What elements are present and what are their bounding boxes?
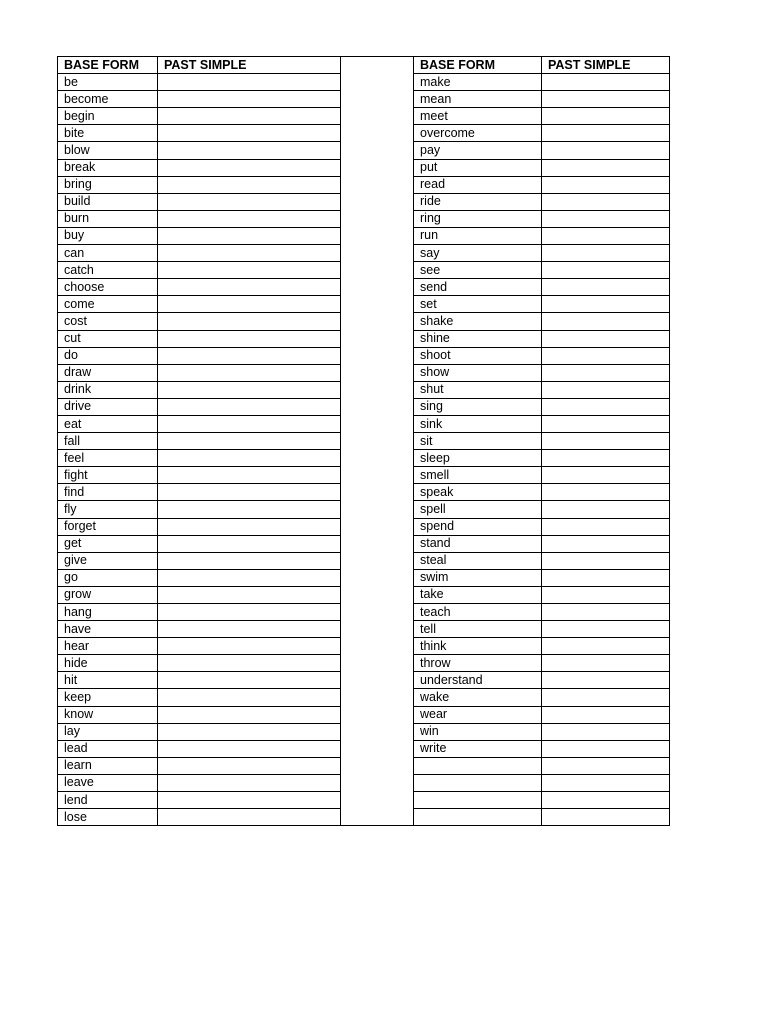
left-past-simple-header: PAST SIMPLE (158, 57, 341, 74)
right-base-form-cell: sink (414, 415, 542, 432)
left-past-simple-answer-cell[interactable] (158, 552, 341, 569)
column-gap (341, 535, 414, 552)
left-base-form-cell: become (58, 91, 158, 108)
right-past-simple-answer-cell[interactable] (542, 672, 670, 689)
right-past-simple-answer-cell[interactable] (542, 415, 670, 432)
left-past-simple-answer-cell[interactable] (158, 245, 341, 262)
table-row (58, 330, 670, 347)
right-past-simple-answer-cell[interactable] (542, 245, 670, 262)
left-base-form-cell: build (58, 193, 158, 210)
right-past-simple-answer-cell[interactable] (542, 535, 670, 552)
column-gap (341, 655, 414, 672)
right-past-simple-answer-cell[interactable] (542, 210, 670, 227)
left-past-simple-answer-cell[interactable] (158, 723, 341, 740)
column-gap (341, 245, 414, 262)
table-row (58, 296, 670, 313)
table-row (58, 672, 670, 689)
left-past-simple-answer-cell[interactable] (158, 672, 341, 689)
left-past-simple-answer-cell[interactable] (158, 108, 341, 125)
left-past-simple-answer-cell[interactable] (158, 689, 341, 706)
table-row (58, 262, 670, 279)
right-base-form-cell: overcome (414, 125, 542, 142)
right-base-form-cell: smell (414, 467, 542, 484)
left-base-form-cell: burn (58, 210, 158, 227)
right-past-simple-answer-cell[interactable] (542, 381, 670, 398)
left-base-form-cell: get (58, 535, 158, 552)
left-base-form-cell: lend (58, 792, 158, 809)
right-base-form-cell: put (414, 159, 542, 176)
column-gap (341, 108, 414, 125)
right-past-simple-answer-cell[interactable] (542, 467, 670, 484)
right-past-simple-answer-cell[interactable] (542, 74, 670, 91)
column-gap (341, 672, 414, 689)
right-base-form-cell: write (414, 740, 542, 757)
left-base-form-cell: fly (58, 501, 158, 518)
column-gap (341, 364, 414, 381)
right-past-simple-answer-cell[interactable] (542, 450, 670, 467)
table-row (58, 433, 670, 450)
left-past-simple-answer-cell[interactable] (158, 518, 341, 535)
right-past-simple-answer-cell[interactable] (542, 108, 670, 125)
right-base-form-cell: spend (414, 518, 542, 535)
right-past-simple-answer-cell[interactable] (542, 655, 670, 672)
table-row (58, 518, 670, 535)
right-past-simple-answer-cell[interactable] (542, 723, 670, 740)
table-row (58, 638, 670, 655)
column-gap (341, 227, 414, 244)
right-base-form-cell: show (414, 364, 542, 381)
right-base-form-cell: sing (414, 398, 542, 415)
right-base-form-cell: spell (414, 501, 542, 518)
left-base-form-cell: drink (58, 381, 158, 398)
column-gap (341, 193, 414, 210)
table-row (58, 381, 670, 398)
left-base-form-cell: choose (58, 279, 158, 296)
right-base-form-cell: meet (414, 108, 542, 125)
right-past-simple-answer-cell[interactable] (542, 313, 670, 330)
left-past-simple-answer-cell[interactable] (158, 501, 341, 518)
right-base-form-cell (414, 757, 542, 774)
left-base-form-cell: fall (58, 433, 158, 450)
table-row (58, 450, 670, 467)
right-past-simple-answer-cell[interactable] (542, 159, 670, 176)
left-past-simple-answer-cell[interactable] (158, 706, 341, 723)
table-row (58, 159, 670, 176)
right-past-simple-answer-cell[interactable] (542, 227, 670, 244)
left-past-simple-answer-cell[interactable] (158, 415, 341, 432)
column-gap (341, 347, 414, 364)
column-gap (341, 159, 414, 176)
right-base-form-cell: swim (414, 569, 542, 586)
column-gap (341, 433, 414, 450)
left-base-form-header: BASE FORM (58, 57, 158, 74)
right-base-form-cell: take (414, 586, 542, 603)
table-row (58, 809, 670, 826)
table-row (58, 586, 670, 603)
left-past-simple-answer-cell[interactable] (158, 398, 341, 415)
left-past-simple-answer-cell[interactable] (158, 279, 341, 296)
table-row (58, 757, 670, 774)
right-past-simple-answer-cell[interactable] (542, 193, 670, 210)
column-gap (341, 125, 414, 142)
column-gap (341, 740, 414, 757)
left-base-form-cell: bite (58, 125, 158, 142)
left-base-form-cell: begin (58, 108, 158, 125)
left-base-form-cell: have (58, 621, 158, 638)
right-base-form-cell: read (414, 176, 542, 193)
left-base-form-cell: go (58, 569, 158, 586)
column-gap (341, 689, 414, 706)
right-base-form-cell: teach (414, 604, 542, 621)
table-row (58, 415, 670, 432)
left-past-simple-answer-cell[interactable] (158, 330, 341, 347)
table-row (58, 142, 670, 159)
column-gap (341, 262, 414, 279)
left-base-form-cell: lose (58, 809, 158, 826)
left-base-form-cell: eat (58, 415, 158, 432)
table-row (58, 621, 670, 638)
table-row (58, 74, 670, 91)
column-gap (341, 774, 414, 791)
table-row (58, 774, 670, 791)
right-past-simple-answer-cell[interactable] (542, 706, 670, 723)
left-base-form-cell: be (58, 74, 158, 91)
right-past-simple-answer-cell[interactable] (542, 91, 670, 108)
right-past-simple-answer-cell[interactable] (542, 774, 670, 791)
column-gap (341, 450, 414, 467)
left-past-simple-answer-cell[interactable] (158, 142, 341, 159)
column-gap (341, 621, 414, 638)
left-past-simple-answer-cell[interactable] (158, 586, 341, 603)
left-past-simple-answer-cell[interactable] (158, 569, 341, 586)
right-base-form-cell: send (414, 279, 542, 296)
left-base-form-cell: blow (58, 142, 158, 159)
right-base-form-cell: wake (414, 689, 542, 706)
left-base-form-cell: come (58, 296, 158, 313)
column-gap (341, 792, 414, 809)
column-gap (341, 467, 414, 484)
column-gap (341, 210, 414, 227)
left-past-simple-answer-cell[interactable] (158, 809, 341, 826)
column-gap (341, 518, 414, 535)
right-base-form-cell: see (414, 262, 542, 279)
right-past-simple-answer-cell[interactable] (542, 552, 670, 569)
column-gap (341, 330, 414, 347)
left-base-form-cell: can (58, 245, 158, 262)
right-past-simple-answer-cell[interactable] (542, 569, 670, 586)
column-gap (341, 296, 414, 313)
right-base-form-cell: tell (414, 621, 542, 638)
right-base-form-cell: set (414, 296, 542, 313)
worksheet (57, 56, 669, 830)
right-past-simple-answer-cell[interactable] (542, 398, 670, 415)
left-base-form-cell: learn (58, 757, 158, 774)
left-base-form-cell: leave (58, 774, 158, 791)
column-gap (341, 415, 414, 432)
column-gap (341, 586, 414, 603)
column-gap (341, 484, 414, 501)
left-past-simple-answer-cell[interactable] (158, 740, 341, 757)
left-base-form-cell: cost (58, 313, 158, 330)
right-base-form-header: BASE FORM (414, 57, 542, 74)
left-past-simple-answer-cell[interactable] (158, 467, 341, 484)
right-past-simple-answer-cell[interactable] (542, 604, 670, 621)
column-gap (341, 313, 414, 330)
right-past-simple-answer-cell[interactable] (542, 689, 670, 706)
right-base-form-cell: pay (414, 142, 542, 159)
table-row (58, 484, 670, 501)
left-base-form-cell: give (58, 552, 158, 569)
verb-table (57, 56, 670, 826)
column-gap (341, 552, 414, 569)
left-base-form-cell: break (58, 159, 158, 176)
right-past-simple-answer-cell[interactable] (542, 621, 670, 638)
left-past-simple-answer-cell[interactable] (158, 313, 341, 330)
column-gap (341, 723, 414, 740)
right-base-form-cell: mean (414, 91, 542, 108)
table-row (58, 604, 670, 621)
left-base-form-cell: hang (58, 604, 158, 621)
left-base-form-cell: forget (58, 518, 158, 535)
column-gap (341, 176, 414, 193)
left-past-simple-answer-cell[interactable] (158, 792, 341, 809)
table-row (58, 467, 670, 484)
column-gap (341, 74, 414, 91)
column-gap (341, 809, 414, 826)
right-past-simple-answer-cell[interactable] (542, 792, 670, 809)
left-base-form-cell: find (58, 484, 158, 501)
left-past-simple-answer-cell[interactable] (158, 227, 341, 244)
header-row (58, 57, 670, 74)
column-gap (341, 501, 414, 518)
table-row (58, 723, 670, 740)
right-past-simple-answer-cell[interactable] (542, 740, 670, 757)
right-past-simple-answer-cell[interactable] (542, 484, 670, 501)
left-past-simple-answer-cell[interactable] (158, 210, 341, 227)
right-past-simple-answer-cell[interactable] (542, 364, 670, 381)
column-gap (341, 604, 414, 621)
table-row (58, 792, 670, 809)
left-past-simple-answer-cell[interactable] (158, 450, 341, 467)
right-past-simple-answer-cell[interactable] (542, 518, 670, 535)
left-past-simple-answer-cell[interactable] (158, 159, 341, 176)
left-base-form-cell: hit (58, 672, 158, 689)
right-base-form-cell: throw (414, 655, 542, 672)
table-row (58, 125, 670, 142)
right-past-simple-header: PAST SIMPLE (542, 57, 670, 74)
table-row (58, 210, 670, 227)
right-base-form-cell: steal (414, 552, 542, 569)
left-base-form-cell: do (58, 347, 158, 364)
right-base-form-cell (414, 774, 542, 791)
table-row (58, 313, 670, 330)
right-past-simple-answer-cell[interactable] (542, 125, 670, 142)
left-base-form-cell: bring (58, 176, 158, 193)
right-base-form-cell: sit (414, 433, 542, 450)
right-base-form-cell: shine (414, 330, 542, 347)
left-past-simple-answer-cell[interactable] (158, 347, 341, 364)
left-base-form-cell: feel (58, 450, 158, 467)
column-gap (341, 757, 414, 774)
table-row (58, 227, 670, 244)
column-gap (341, 279, 414, 296)
table-row (58, 245, 670, 262)
right-base-form-cell: shake (414, 313, 542, 330)
left-past-simple-answer-cell[interactable] (158, 193, 341, 210)
right-base-form-cell: understand (414, 672, 542, 689)
left-past-simple-answer-cell[interactable] (158, 364, 341, 381)
left-past-simple-answer-cell[interactable] (158, 125, 341, 142)
right-base-form-cell: run (414, 227, 542, 244)
right-past-simple-answer-cell[interactable] (542, 347, 670, 364)
column-gap (341, 638, 414, 655)
table-row (58, 108, 670, 125)
left-base-form-cell: hear (58, 638, 158, 655)
right-past-simple-answer-cell[interactable] (542, 586, 670, 603)
table-row (58, 706, 670, 723)
right-base-form-cell: ring (414, 210, 542, 227)
left-base-form-cell: lead (58, 740, 158, 757)
right-past-simple-answer-cell[interactable] (542, 638, 670, 655)
table-row (58, 689, 670, 706)
right-past-simple-answer-cell[interactable] (542, 296, 670, 313)
left-past-simple-answer-cell[interactable] (158, 433, 341, 450)
left-base-form-cell: fight (58, 467, 158, 484)
right-base-form-cell: sleep (414, 450, 542, 467)
left-base-form-cell: drive (58, 398, 158, 415)
left-base-form-cell: catch (58, 262, 158, 279)
left-past-simple-answer-cell[interactable] (158, 604, 341, 621)
table-row (58, 655, 670, 672)
column-gap (341, 398, 414, 415)
left-base-form-cell: draw (58, 364, 158, 381)
table-row (58, 176, 670, 193)
right-base-form-cell: stand (414, 535, 542, 552)
left-past-simple-answer-cell[interactable] (158, 757, 341, 774)
left-base-form-cell: keep (58, 689, 158, 706)
left-past-simple-answer-cell[interactable] (158, 621, 341, 638)
column-gap (341, 142, 414, 159)
right-past-simple-answer-cell[interactable] (542, 501, 670, 518)
left-base-form-cell: lay (58, 723, 158, 740)
right-base-form-cell: wear (414, 706, 542, 723)
column-gap (341, 569, 414, 586)
table-row (58, 569, 670, 586)
left-past-simple-answer-cell[interactable] (158, 74, 341, 91)
right-base-form-cell (414, 809, 542, 826)
left-past-simple-answer-cell[interactable] (158, 535, 341, 552)
right-past-simple-answer-cell[interactable] (542, 809, 670, 826)
right-past-simple-answer-cell[interactable] (542, 142, 670, 159)
table-row (58, 193, 670, 210)
left-past-simple-answer-cell[interactable] (158, 176, 341, 193)
left-past-simple-answer-cell[interactable] (158, 91, 341, 108)
left-base-form-cell: know (58, 706, 158, 723)
right-base-form-cell: shut (414, 381, 542, 398)
right-base-form-cell: ride (414, 193, 542, 210)
column-gap (341, 381, 414, 398)
left-past-simple-answer-cell[interactable] (158, 774, 341, 791)
right-base-form-cell: shoot (414, 347, 542, 364)
right-past-simple-answer-cell[interactable] (542, 433, 670, 450)
left-past-simple-answer-cell[interactable] (158, 655, 341, 672)
table-row (58, 398, 670, 415)
right-past-simple-answer-cell[interactable] (542, 757, 670, 774)
left-past-simple-answer-cell[interactable] (158, 262, 341, 279)
left-past-simple-answer-cell[interactable] (158, 296, 341, 313)
right-past-simple-answer-cell[interactable] (542, 330, 670, 347)
left-base-form-cell: grow (58, 586, 158, 603)
table-row (58, 347, 670, 364)
table-row (58, 535, 670, 552)
table-row (58, 364, 670, 381)
column-gap (341, 91, 414, 108)
left-base-form-cell: cut (58, 330, 158, 347)
table-row (58, 740, 670, 757)
right-base-form-cell (414, 792, 542, 809)
table-row (58, 279, 670, 296)
left-past-simple-answer-cell[interactable] (158, 484, 341, 501)
table-row (58, 552, 670, 569)
left-base-form-cell: buy (58, 227, 158, 244)
table-row (58, 501, 670, 518)
right-past-simple-answer-cell[interactable] (542, 262, 670, 279)
right-base-form-cell: win (414, 723, 542, 740)
left-base-form-cell: hide (58, 655, 158, 672)
right-base-form-cell: make (414, 74, 542, 91)
right-base-form-cell: say (414, 245, 542, 262)
column-gap (341, 57, 414, 74)
table-row (58, 91, 670, 108)
column-gap (341, 706, 414, 723)
left-past-simple-answer-cell[interactable] (158, 638, 341, 655)
right-base-form-cell: think (414, 638, 542, 655)
right-past-simple-answer-cell[interactable] (542, 279, 670, 296)
right-past-simple-answer-cell[interactable] (542, 176, 670, 193)
left-past-simple-answer-cell[interactable] (158, 381, 341, 398)
right-base-form-cell: speak (414, 484, 542, 501)
